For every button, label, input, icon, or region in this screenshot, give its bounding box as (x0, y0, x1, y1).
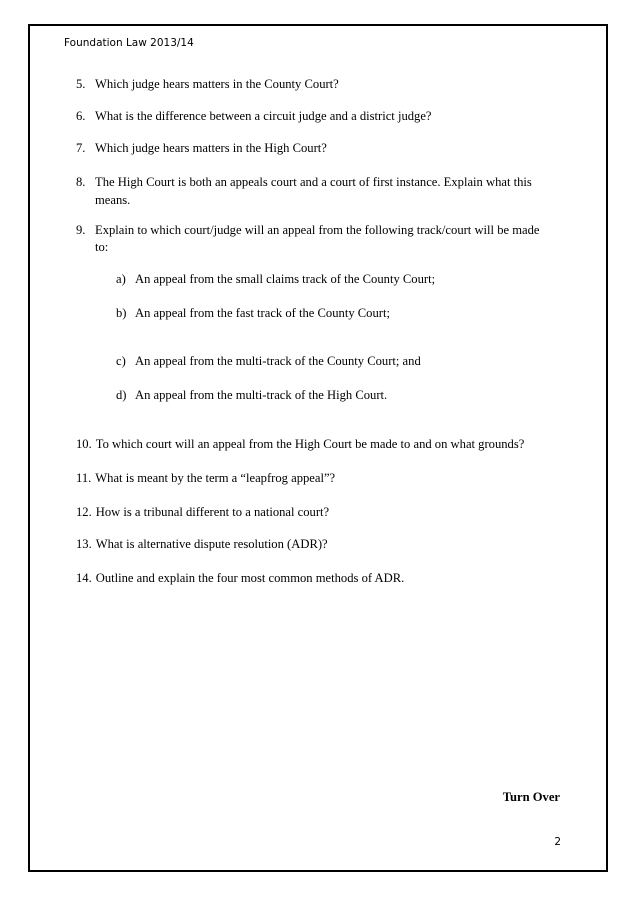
question-number: 13. (76, 537, 92, 551)
subquestion-letter: c) (116, 354, 126, 368)
question-9b (116, 305, 390, 322)
question-number: 6. (76, 109, 86, 123)
question-text: What is alternative dispute resolution (ADR)? (95, 537, 328, 551)
question-9d (116, 387, 387, 404)
question-text: The High Court is both an appeals court and a court of first instance. Explain what this (95, 175, 532, 189)
question-8 (76, 174, 532, 191)
question-7 (76, 140, 327, 157)
question-number: 7. (76, 141, 86, 155)
question-9a (116, 271, 435, 288)
subquestion-text: An appeal from the small claims track of the County Court; (135, 272, 436, 286)
question-text: What is the difference between a circuit judge and a district judge? (95, 109, 432, 123)
question-number: 14. (76, 571, 92, 585)
question-14 (76, 570, 404, 587)
page-number: 2 (554, 836, 561, 848)
question-number: 11. (76, 471, 92, 485)
question-9-continuation: to: (95, 240, 109, 254)
question-text: How is a tribunal different to a national court? (95, 505, 330, 519)
question-5 (76, 76, 339, 93)
question-text: Outline and explain the four most common methods of ADR. (95, 571, 405, 585)
question-8-continuation: means. (95, 193, 131, 207)
subquestion-letter: d) (116, 388, 127, 402)
question-12 (76, 504, 329, 521)
subquestion-letter: a) (116, 272, 126, 286)
question-9 (76, 222, 540, 239)
subquestion-text: An appeal from the fast track of the County Court; (135, 306, 390, 320)
question-number: 12. (76, 505, 92, 519)
question-6 (76, 108, 432, 125)
question-text: To which court will an appeal from the High Court be made to and on what grounds? (95, 437, 525, 451)
subquestion-letter: b) (116, 306, 127, 320)
question-text: Which judge hears matters in the County Court? (95, 77, 339, 91)
question-11 (76, 470, 335, 487)
subquestion-text: An appeal from the multi-track of the High Court. (135, 388, 388, 402)
question-text: Explain to which court/judge will an appeal from the following track/court will be made (95, 223, 540, 237)
question-number: 5. (76, 77, 86, 91)
question-9c (116, 353, 421, 370)
question-10 (76, 436, 524, 453)
question-text: What is meant by the term a “leapfrog appeal”? (95, 471, 336, 485)
question-number: 10. (76, 437, 92, 451)
question-text: Which judge hears matters in the High Court? (95, 141, 327, 155)
question-number: 9. (76, 223, 86, 237)
page-header: Foundation Law 2013/14 (64, 37, 194, 49)
question-number: 8. (76, 175, 86, 189)
turn-over-label: Turn Over (502, 790, 560, 804)
question-13 (76, 536, 328, 553)
subquestion-text: An appeal from the multi-track of the County Court; and (135, 354, 421, 368)
